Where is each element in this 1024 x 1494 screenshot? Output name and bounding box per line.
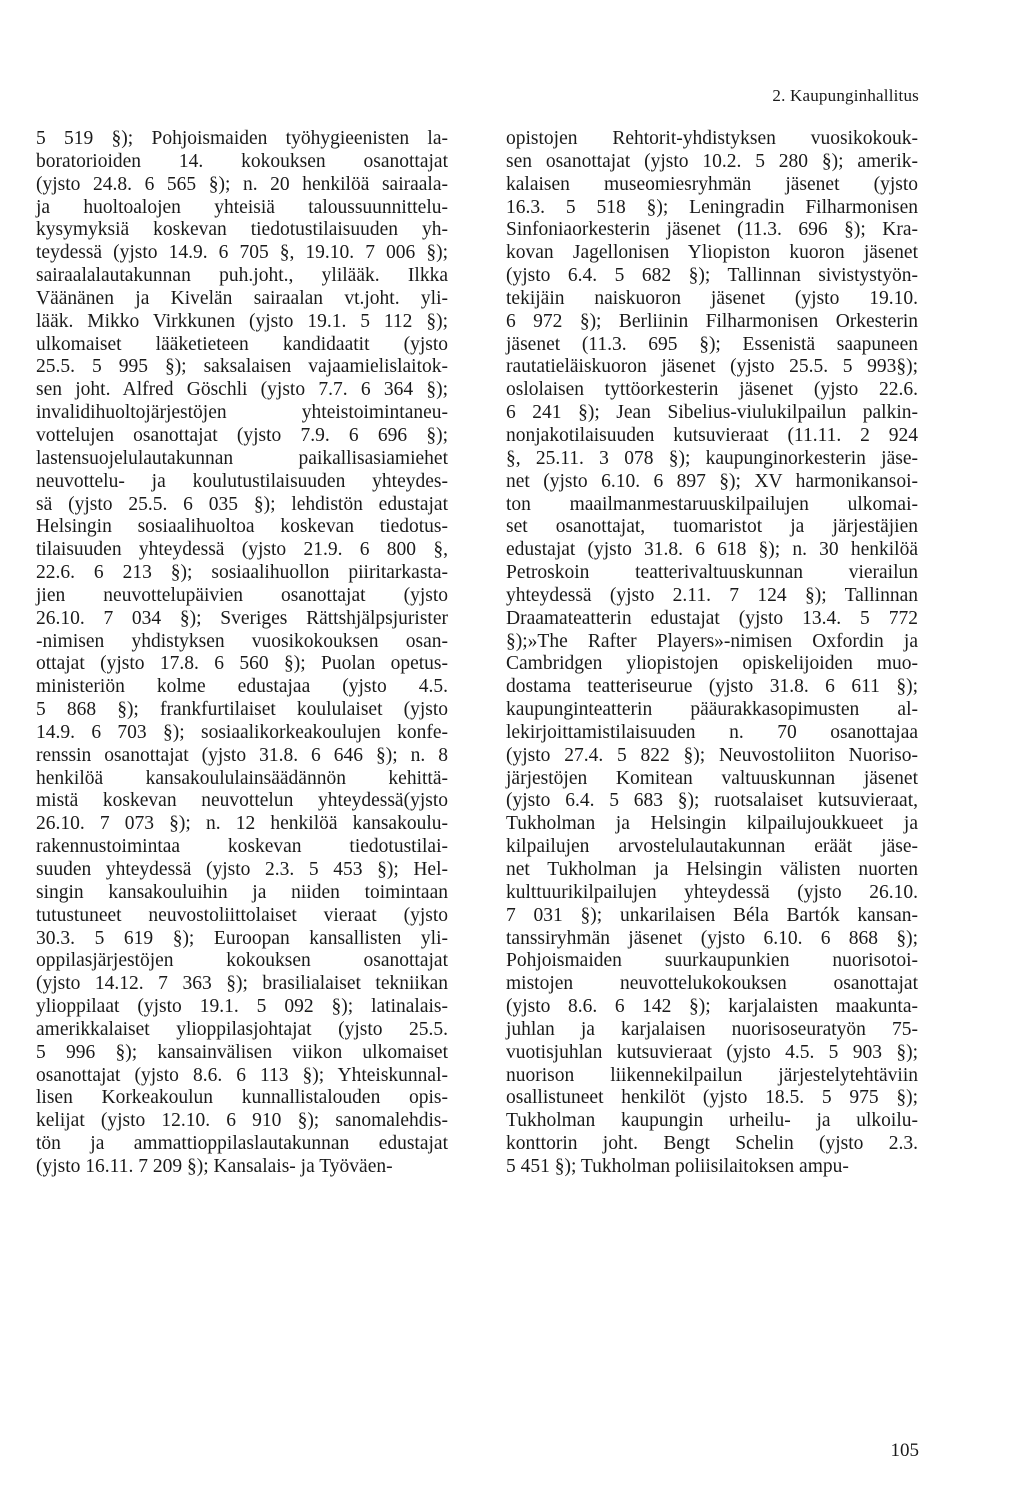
right-column-line: (yjsto 6.4. 5 683 §); ruotsalaiset kutsuvieraat, <box>506 790 918 812</box>
left-column-line: 26.10. 7 034 §); Sveriges Rättshjälpsjurister <box>36 607 448 629</box>
left-column-line: sä (yjsto 25.5. 6 035 §); lehdistön edustajat <box>36 493 448 515</box>
left-column-line: lääk. Mikko Virkkunen (yjsto 19.1. 5 112 §); <box>36 310 448 332</box>
right-column-line: tekijäin naiskuoron jäsenet (yjsto 19.10. <box>506 287 918 309</box>
left-column-line: 5 868 §); frankfurtilaiset koululaiset (yjsto <box>36 699 448 721</box>
left-column-line: (yjsto 24.8. 6 565 §); n. 20 henkilöä sairaala- <box>36 173 448 195</box>
right-column-line: §, 25.11. 3 078 §); kaupunginorkesterin jäse- <box>506 447 918 469</box>
right-column-line: sen osanottajat (yjsto 10.2. 5 280 §); amerik- <box>506 150 918 172</box>
right-column-line: net Tukholman ja Helsingin välisten nuorten <box>506 859 918 880</box>
left-column-line: boratorioiden 14. kokouksen osanottajat <box>36 150 448 172</box>
left-column-line: 26.10. 7 073 §); n. 12 henkilöä kansakoulu- <box>36 813 448 835</box>
right-column-line: net (yjsto 6.10. 6 897 §); XV harmonikansoi- <box>506 470 918 492</box>
right-column-line: 6 241 §); Jean Sibelius-viulukilpailun palkin- <box>506 402 918 424</box>
left-column-line: oppilasjärjestöjen kokouksen osanottajat <box>36 950 448 972</box>
left-column-line: 14.9. 6 703 §); sosiaalikorkeakoulujen konfe- <box>36 721 448 743</box>
right-column-line: set osanottajat, tuomaristot ja järjestäjien <box>506 516 918 538</box>
right-text-column <box>506 128 918 1179</box>
left-column-line: Helsingin sosiaalihuoltoa koskevan tiedotus- <box>36 516 448 538</box>
left-column-line: renssin osanottajat (yjsto 31.8. 6 646 §); n. 8 <box>36 744 448 766</box>
left-column-line: teydessä (yjsto 14.9. 6 705 §, 19.10. 7 006 §); <box>36 242 448 264</box>
left-column-line: (yjsto 16.11. 7 209 §); Kansalais- ja Työväen- <box>36 1155 393 1177</box>
right-column-line: osallistuneet henkilöt (yjsto 18.5. 5 975 §); <box>506 1087 918 1109</box>
right-column-line: edustajat (yjsto 31.8. 6 618 §); n. 30 henkilöä <box>506 539 918 561</box>
right-column-line: kilpailujen arvostelulautakunnan eräät jäse- <box>506 836 918 858</box>
left-column-line: 25.5. 5 995 §); saksalaisen vajaamielislaitok- <box>36 356 448 378</box>
left-column-line: kelijat (yjsto 12.10. 6 910 §); sanomalehdis- <box>36 1110 448 1132</box>
left-column-line: henkilöä kansakoululainsäädännön kehittä- <box>36 767 448 789</box>
left-column-line: 5 519 §); Pohjoismaiden työhygieenisten la- <box>36 128 448 149</box>
right-column-line: 7 031 §); unkarilaisen Béla Bartók kansan- <box>506 904 918 926</box>
right-column-line: nonjakotilaisuuden kutsuvieraat (11.11. 2 924 <box>506 424 918 446</box>
left-column-line: ottajat (yjsto 17.8. 6 560 §); Puolan opetus- <box>36 653 448 675</box>
left-column-line: -nimisen yhdistyksen vuosikokouksen osan- <box>36 630 448 652</box>
right-column-line: rautatieläiskuoron jäsenet (yjsto 25.5. 5 993§); <box>506 356 918 378</box>
right-column-line: opistojen Rehtorit-yhdistyksen vuosikokouk- <box>506 128 918 149</box>
right-column-line: jäsenet (11.3. 695 §); Essenistä saapuneen <box>506 333 918 355</box>
left-column-line: lisen Korkeakoulun kunnallistalouden opis- <box>36 1087 448 1109</box>
left-column-line: kysymyksiä koskevan tiedotustilaisuuden yh- <box>36 219 448 241</box>
left-column-line: ministeriön kolme edustajaa (yjsto 4.5. <box>36 676 448 698</box>
left-column-line: ylioppilaat (yjsto 19.1. 5 092 §); latinalais- <box>36 996 448 1018</box>
right-column-line: kaupunginteatterin pääurakkasopimusten al- <box>506 699 918 721</box>
right-column-line: (yjsto 27.4. 5 822 §); Neuvostoliiton Nuoriso- <box>506 744 918 766</box>
right-column-line: järjestöjen Komitean valtuuskunnan jäsenet <box>506 767 918 789</box>
right-column-line: konttorin joht. Bengt Schelin (yjsto 2.3. <box>506 1133 918 1155</box>
right-column-line: Tukholman kaupungin urheilu- ja ulkoilu- <box>506 1110 918 1132</box>
right-column-line: kulttuurikilpailujen yhteydessä (yjsto 26.10. <box>506 881 918 903</box>
left-column-line: 30.3. 5 619 §); Euroopan kansallisten yli- <box>36 927 448 949</box>
right-column-line: dostama teatteriseurue (yjsto 31.8. 6 611 §); <box>506 676 918 698</box>
right-column-line: Pohjoismaiden suurkaupunkien nuorisotoi- <box>506 950 918 972</box>
right-column-line: Tukholman ja Helsingin kilpailujoukkueet ja <box>506 813 918 835</box>
page-number: 105 <box>890 1440 919 1461</box>
right-column-line: lekirjoittamistilaisuuden n. 70 osanottajaa <box>506 721 918 743</box>
right-column-line: (yjsto 6.4. 5 682 §); Tallinnan sivistystyön- <box>506 265 918 287</box>
left-column-line: osanottajat (yjsto 8.6. 6 113 §); Yhteiskunnal- <box>36 1064 448 1086</box>
right-column-line: Draamateatterin edustajat (yjsto 13.4. 5 772 <box>506 607 918 629</box>
right-column-line: mistojen neuvottelukokouksen osanottajat <box>506 973 918 995</box>
left-column-line: tutustuneet neuvostoliittolaiset vieraat (yjsto <box>36 904 448 926</box>
left-column-line: ulkomaiset lääketieteen kandidaatit (yjsto <box>36 333 448 355</box>
right-column-line: 16.3. 5 518 §); Leningradin Filharmonisen <box>506 196 918 218</box>
left-column-line: lastensuojelulautakunnan paikallisasiamiehet <box>36 447 448 469</box>
left-column-line: mistä koskevan neuvottelun yhteydessä(yjsto <box>36 790 448 812</box>
left-column-line: (yjsto 14.12. 7 363 §); brasilialaiset tekniikan <box>36 973 448 995</box>
left-column-line: tilaisuuden yhteydessä (yjsto 21.9. 6 800 §, <box>36 539 448 561</box>
right-column-line: tanssiryhmän jäsenet (yjsto 6.10. 6 868 §); <box>506 927 918 949</box>
right-column-line: kovan Jagellonisen Yliopiston kuoron jäsenet <box>506 242 918 264</box>
left-column-line: ja huoltoalojen yhteisiä taloussuunnittelu- <box>36 196 448 218</box>
left-column-line: neuvottelu- ja koulutustilaisuuden yhteydes- <box>36 470 448 492</box>
right-column-line: 6 972 §); Berliinin Filharmonisen Orkesterin <box>506 310 918 332</box>
left-column-line: Väänänen ja Kivelän sairaalan vt.joht. yli- <box>36 287 448 309</box>
right-column-line: oslolaisen tyttöorkesterin jäsenet (yjsto 22.6. <box>506 379 918 401</box>
left-column-line: rakennustoimintaa koskevan tiedotustilai- <box>36 836 448 858</box>
right-column-line: Sinfoniaorkesterin jäsenet (11.3. 696 §); Kra- <box>506 219 918 241</box>
right-column-line: yhteydessä (yjsto 2.11. 7 124 §); Tallinnan <box>506 584 918 606</box>
left-column-line: 5 996 §); kansainvälisen viikon ulkomaiset <box>36 1041 448 1063</box>
right-column-line: Petroskoin teatterivaltuuskunnan vierailun <box>506 562 918 584</box>
left-column-line: sen joht. Alfred Göschli (yjsto 7.7. 6 364 §); <box>36 379 448 401</box>
right-column-line: vuotisjuhlan kutsuvieraat (yjsto 4.5. 5 903 §); <box>506 1041 918 1063</box>
left-column-line: suuden yhteydessä (yjsto 2.3. 5 453 §); Hel- <box>36 859 448 880</box>
right-column-line: juhlan ja karjalaisen nuorisoseuratyön 75- <box>506 1018 918 1040</box>
left-text-column <box>36 128 448 1179</box>
right-column-line: nuorison liikennekilpailun järjestelytehtäviin <box>506 1064 918 1086</box>
left-column-line: singin kansakouluihin ja niiden toimintaan <box>36 881 448 903</box>
right-column-line: kalaisen museomiesryhmän jäsenet (yjsto <box>506 173 918 195</box>
running-title: 2. Kaupunginhallitus <box>772 86 919 105</box>
left-column-line: invalidihuoltojärjestöjen yhteistoimintaneu- <box>36 402 448 424</box>
left-column-line: sairaalalautakunnan puh.joht., ylilääk. Ilkka <box>36 265 448 287</box>
left-column-line: 22.6. 6 213 §); sosiaalihuollon piiritarkasta- <box>36 562 448 584</box>
left-column-line: amerikkalaiset ylioppilasjohtajat (yjsto 25.5. <box>36 1018 448 1040</box>
right-column-line: §);»The Rafter Players»-nimisen Oxfordin ja <box>506 630 918 652</box>
right-column-line: ton maailmanmestaruuskilpailujen ulkomai- <box>506 493 918 515</box>
right-column-line: (yjsto 8.6. 6 142 §); karjalaisten maakunta- <box>506 996 918 1018</box>
right-column-line: Cambridgen yliopistojen opiskelijoiden muo- <box>506 653 918 675</box>
left-column-line: vottelujen osanottajat (yjsto 7.9. 6 696 §); <box>36 424 448 446</box>
right-column-line: 5 451 §); Tukholman poliisilaitoksen ampu- <box>506 1155 849 1177</box>
left-column-line: tön ja ammattioppilaslautakunnan edustajat <box>36 1133 448 1155</box>
left-column-line: jien neuvottelupäivien osanottajat (yjsto <box>36 584 448 606</box>
